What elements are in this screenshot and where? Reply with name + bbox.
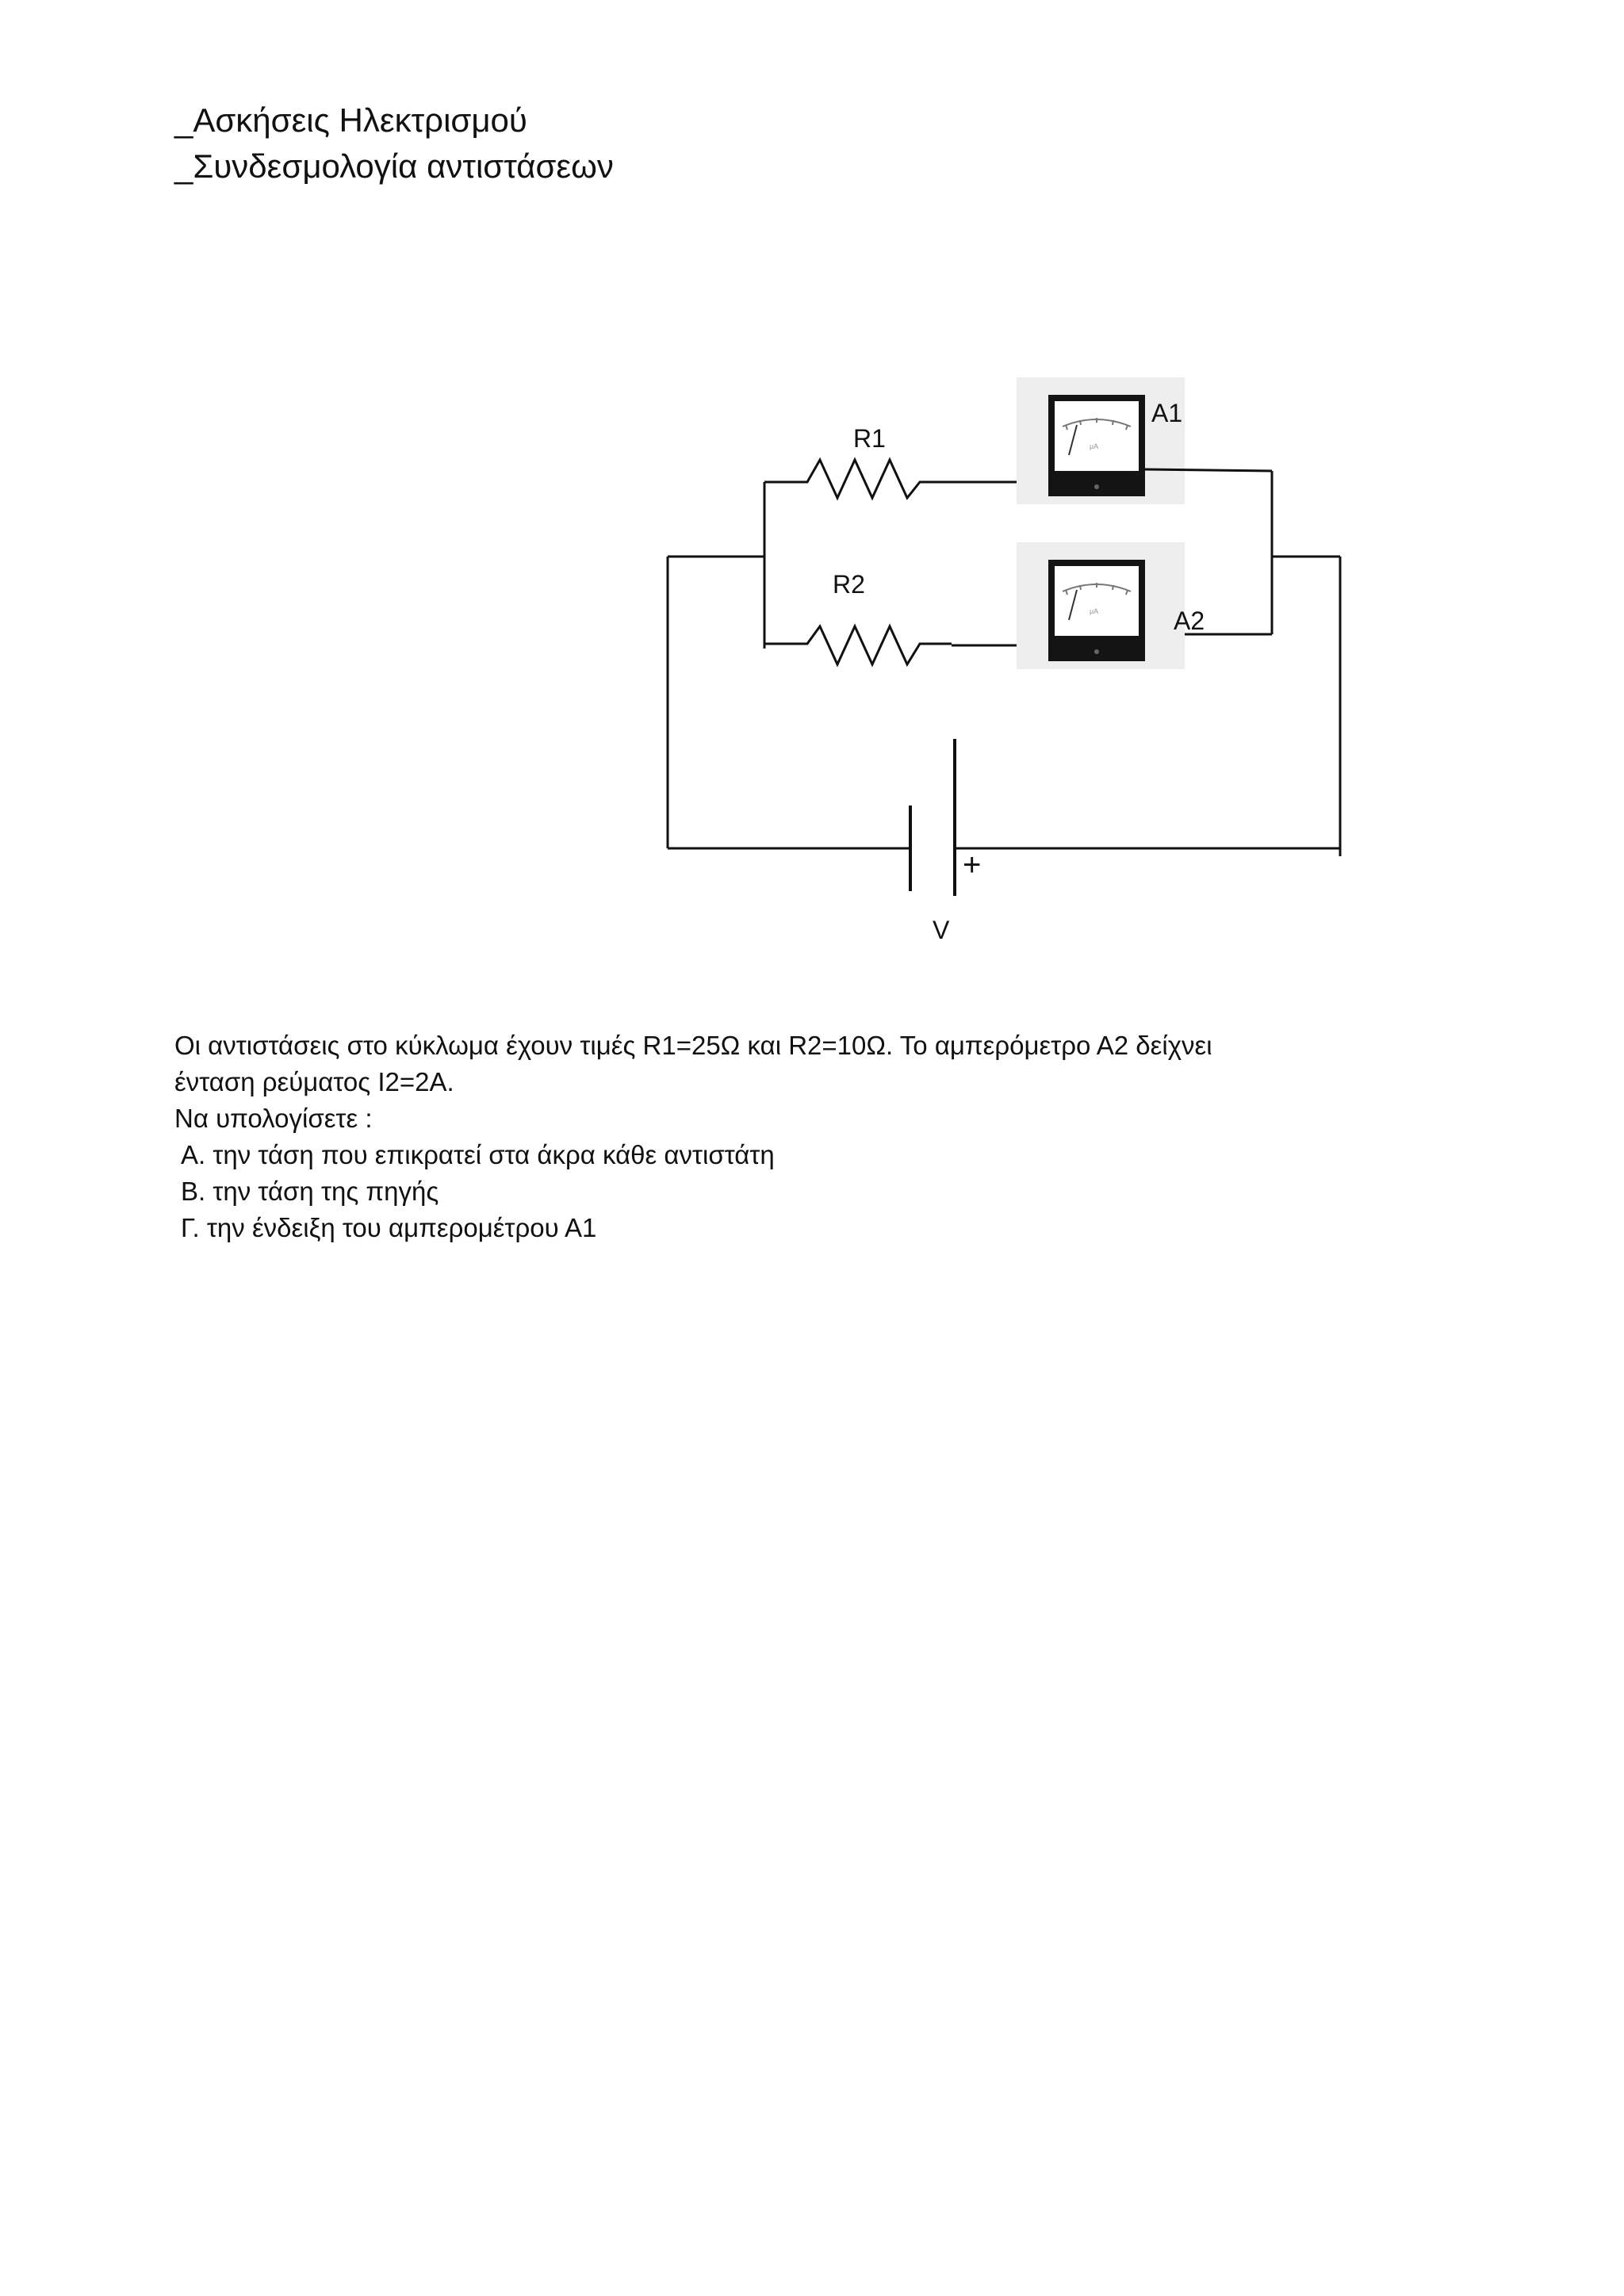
label-r2: R2 <box>833 570 865 599</box>
label-a1: A1 <box>1151 399 1183 427</box>
question-b: Β. την τάση της πηγής <box>181 1177 439 1206</box>
question-a: Α. την τάση που επικρατεί στα άκρα κάθε αντιστάτη <box>181 1140 775 1169</box>
ammeter-a1 <box>1017 377 1185 504</box>
problem-instruction: Να υπολογίσετε : <box>174 1104 373 1133</box>
worksheet-subtitle: _Συνδεσμολογία αντιστάσεων <box>174 147 614 185</box>
a1-right-wire <box>1145 469 1272 471</box>
problem-statement-line-1: Οι αντιστάσεις στο κύκλωμα έχουν τιμές R1=25Ω και R2=10Ω. Το αμπερόμετρο Α2 δείχνει <box>174 1031 1212 1060</box>
worksheet-title: _Ασκήσεις Ηλεκτρισμού <box>174 101 527 139</box>
meter-unit-a2: μA <box>1090 607 1099 615</box>
ammeter-a2 <box>1017 542 1185 669</box>
label-r1: R1 <box>853 424 886 453</box>
battery-plus-sign: + <box>963 848 982 882</box>
label-source-v: V <box>933 916 950 944</box>
circuit-diagram <box>0 0 1624 991</box>
question-c: Γ. την ένδειξη του αμπερομέτρου Α1 <box>181 1213 597 1242</box>
resistor-r1 <box>802 460 952 498</box>
resistor-r2 <box>802 626 952 664</box>
label-a2: A2 <box>1174 607 1205 635</box>
problem-statement-line-2: ένταση ρεύματος Ι2=2Α. <box>174 1067 454 1096</box>
meter-unit-a1: μA <box>1090 442 1099 450</box>
